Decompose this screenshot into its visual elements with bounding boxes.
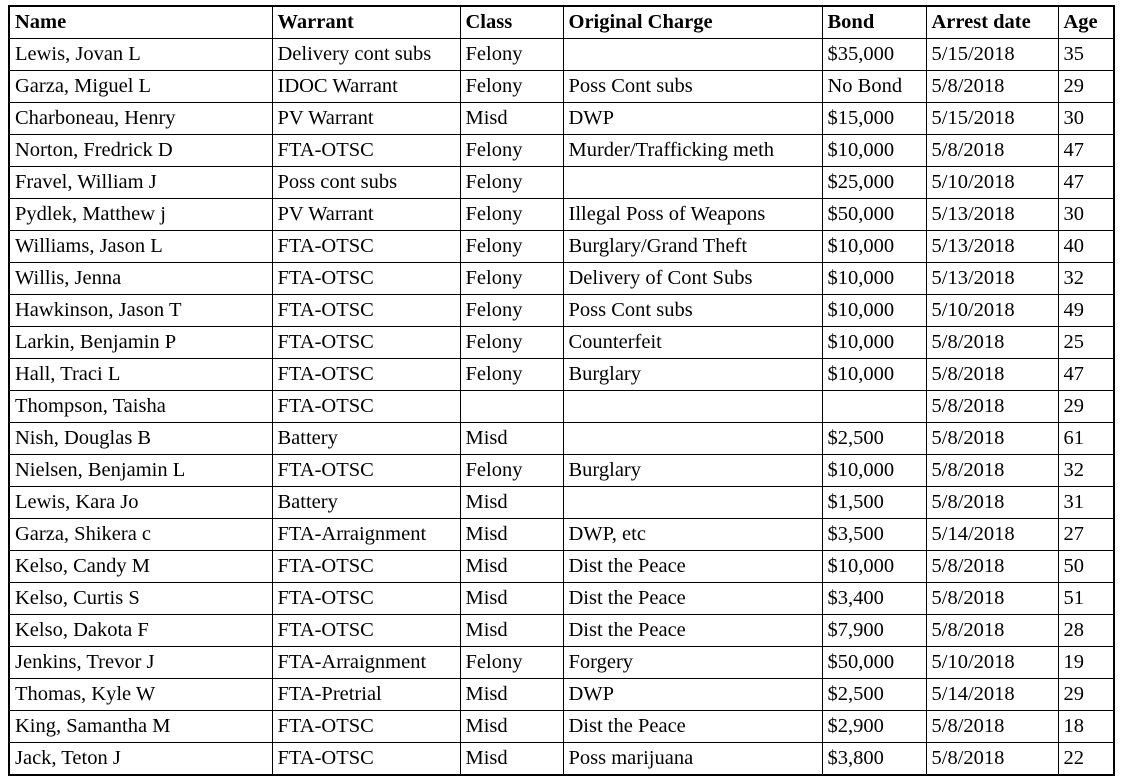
cell-name: Larkin, Benjamin P	[9, 327, 272, 359]
warrant-arrest-table	[8, 5, 1115, 776]
cell-bond: $10,000	[822, 551, 926, 583]
cell-class: Felony	[460, 455, 563, 487]
column-header-date: Arrest date	[926, 6, 1058, 39]
cell-warrant: FTA-OTSC	[272, 359, 460, 391]
cell-charge: Dist the Peace	[563, 711, 822, 743]
cell-bond: $25,000	[822, 167, 926, 199]
warrant-table-container	[8, 5, 1113, 776]
table-row[interactable]	[9, 519, 1114, 551]
cell-name: Lewis, Kara Jo	[9, 487, 272, 519]
cell-age: 47	[1058, 167, 1114, 199]
cell-class: Misd	[460, 103, 563, 135]
cell-warrant: Battery	[272, 423, 460, 455]
cell-name: Thompson, Taisha	[9, 391, 272, 423]
cell-bond: $2,900	[822, 711, 926, 743]
cell-name: Lewis, Jovan L	[9, 39, 272, 71]
table-row[interactable]	[9, 583, 1114, 615]
cell-name: King, Samantha M	[9, 711, 272, 743]
cell-date: 5/8/2018	[926, 455, 1058, 487]
table-header	[9, 6, 1114, 39]
cell-charge: Poss marijuana	[563, 743, 822, 776]
cell-name: Garza, Shikera c	[9, 519, 272, 551]
cell-bond: $35,000	[822, 39, 926, 71]
cell-class: Felony	[460, 231, 563, 263]
table-row[interactable]	[9, 71, 1114, 103]
cell-warrant: FTA-OTSC	[272, 743, 460, 776]
table-row[interactable]	[9, 391, 1114, 423]
cell-bond: $10,000	[822, 327, 926, 359]
cell-bond: $2,500	[822, 423, 926, 455]
table-header-row	[9, 6, 1114, 39]
cell-warrant: Delivery cont subs	[272, 39, 460, 71]
cell-charge: Poss Cont subs	[563, 71, 822, 103]
table-body	[9, 39, 1114, 776]
table-row[interactable]	[9, 679, 1114, 711]
cell-date: 5/13/2018	[926, 231, 1058, 263]
cell-date: 5/15/2018	[926, 103, 1058, 135]
table-row[interactable]	[9, 263, 1114, 295]
column-header-class: Class	[460, 6, 563, 39]
cell-age: 29	[1058, 71, 1114, 103]
cell-bond: $10,000	[822, 231, 926, 263]
cell-bond	[822, 391, 926, 423]
table-row[interactable]	[9, 615, 1114, 647]
cell-date: 5/10/2018	[926, 647, 1058, 679]
cell-charge	[563, 39, 822, 71]
cell-date: 5/8/2018	[926, 391, 1058, 423]
cell-charge: DWP	[563, 103, 822, 135]
cell-date: 5/8/2018	[926, 487, 1058, 519]
column-header-charge: Original Charge	[563, 6, 822, 39]
cell-warrant: Poss cont subs	[272, 167, 460, 199]
cell-date: 5/8/2018	[926, 327, 1058, 359]
cell-bond: $2,500	[822, 679, 926, 711]
cell-name: Kelso, Curtis S	[9, 583, 272, 615]
cell-class: Felony	[460, 71, 563, 103]
cell-age: 40	[1058, 231, 1114, 263]
cell-age: 29	[1058, 679, 1114, 711]
cell-charge: Counterfeit	[563, 327, 822, 359]
cell-date: 5/8/2018	[926, 423, 1058, 455]
cell-warrant: FTA-Pretrial	[272, 679, 460, 711]
cell-warrant: FTA-OTSC	[272, 263, 460, 295]
cell-age: 27	[1058, 519, 1114, 551]
cell-age: 30	[1058, 199, 1114, 231]
cell-date: 5/8/2018	[926, 711, 1058, 743]
cell-date: 5/13/2018	[926, 263, 1058, 295]
cell-date: 5/8/2018	[926, 359, 1058, 391]
cell-date: 5/15/2018	[926, 39, 1058, 71]
cell-warrant: FTA-Arraignment	[272, 519, 460, 551]
table-row[interactable]	[9, 199, 1114, 231]
cell-age: 25	[1058, 327, 1114, 359]
table-row[interactable]	[9, 135, 1114, 167]
cell-class: Misd	[460, 711, 563, 743]
cell-bond: $50,000	[822, 199, 926, 231]
cell-age: 50	[1058, 551, 1114, 583]
cell-name: Norton, Fredrick D	[9, 135, 272, 167]
cell-name: Kelso, Dakota F	[9, 615, 272, 647]
cell-name: Garza, Miguel L	[9, 71, 272, 103]
cell-charge: Poss Cont subs	[563, 295, 822, 327]
cell-date: 5/8/2018	[926, 583, 1058, 615]
cell-age: 49	[1058, 295, 1114, 327]
cell-charge	[563, 391, 822, 423]
cell-age: 35	[1058, 39, 1114, 71]
cell-date: 5/8/2018	[926, 743, 1058, 776]
cell-bond: $10,000	[822, 359, 926, 391]
table-row[interactable]	[9, 551, 1114, 583]
cell-age: 47	[1058, 359, 1114, 391]
cell-charge: Dist the Peace	[563, 551, 822, 583]
cell-age: 47	[1058, 135, 1114, 167]
cell-date: 5/8/2018	[926, 71, 1058, 103]
cell-warrant: FTA-OTSC	[272, 327, 460, 359]
cell-bond: $3,400	[822, 583, 926, 615]
cell-warrant: FTA-OTSC	[272, 551, 460, 583]
cell-class: Felony	[460, 295, 563, 327]
cell-name: Thomas, Kyle W	[9, 679, 272, 711]
cell-warrant: FTA-OTSC	[272, 455, 460, 487]
cell-charge: Illegal Poss of Weapons	[563, 199, 822, 231]
cell-charge	[563, 423, 822, 455]
cell-class: Felony	[460, 199, 563, 231]
cell-name: Fravel, William J	[9, 167, 272, 199]
cell-charge: Delivery of Cont Subs	[563, 263, 822, 295]
cell-bond: $10,000	[822, 455, 926, 487]
cell-charge: Dist the Peace	[563, 615, 822, 647]
cell-warrant: FTA-OTSC	[272, 391, 460, 423]
cell-date: 5/8/2018	[926, 615, 1058, 647]
cell-class: Misd	[460, 583, 563, 615]
cell-class: Misd	[460, 551, 563, 583]
cell-warrant: FTA-OTSC	[272, 615, 460, 647]
cell-warrant: FTA-OTSC	[272, 135, 460, 167]
cell-class: Felony	[460, 135, 563, 167]
cell-class: Felony	[460, 39, 563, 71]
cell-age: 19	[1058, 647, 1114, 679]
cell-bond: $3,500	[822, 519, 926, 551]
cell-bond: No Bond	[822, 71, 926, 103]
cell-warrant: PV Warrant	[272, 199, 460, 231]
column-header-name: Name	[9, 6, 272, 39]
cell-warrant: Battery	[272, 487, 460, 519]
cell-charge: DWP	[563, 679, 822, 711]
cell-warrant: FTA-OTSC	[272, 583, 460, 615]
cell-age: 31	[1058, 487, 1114, 519]
cell-class: Misd	[460, 679, 563, 711]
cell-age: 29	[1058, 391, 1114, 423]
cell-class: Misd	[460, 615, 563, 647]
table-row[interactable]	[9, 647, 1114, 679]
column-header-age: Age	[1058, 6, 1114, 39]
cell-name: Hawkinson, Jason T	[9, 295, 272, 327]
cell-class: Felony	[460, 359, 563, 391]
cell-age: 30	[1058, 103, 1114, 135]
table-row[interactable]	[9, 167, 1114, 199]
cell-name: Willis, Jenna	[9, 263, 272, 295]
cell-age: 18	[1058, 711, 1114, 743]
cell-class: Felony	[460, 167, 563, 199]
table-row[interactable]	[9, 103, 1114, 135]
cell-name: Kelso, Candy M	[9, 551, 272, 583]
cell-class	[460, 391, 563, 423]
cell-name: Nish, Douglas B	[9, 423, 272, 455]
cell-name: Williams, Jason L	[9, 231, 272, 263]
cell-warrant: FTA-OTSC	[272, 295, 460, 327]
table-row[interactable]	[9, 231, 1114, 263]
cell-name: Nielsen, Benjamin L	[9, 455, 272, 487]
cell-charge	[563, 167, 822, 199]
table-row[interactable]	[9, 711, 1114, 743]
cell-date: 5/13/2018	[926, 199, 1058, 231]
table-row[interactable]	[9, 295, 1114, 327]
cell-class: Felony	[460, 263, 563, 295]
cell-bond: $10,000	[822, 295, 926, 327]
table-row[interactable]	[9, 743, 1114, 776]
column-header-warrant: Warrant	[272, 6, 460, 39]
cell-bond: $15,000	[822, 103, 926, 135]
table-row[interactable]	[9, 359, 1114, 391]
column-header-bond: Bond	[822, 6, 926, 39]
cell-name: Jack, Teton J	[9, 743, 272, 776]
cell-name: Jenkins, Trevor J	[9, 647, 272, 679]
cell-name: Charboneau, Henry	[9, 103, 272, 135]
cell-class: Misd	[460, 423, 563, 455]
cell-date: 5/10/2018	[926, 295, 1058, 327]
table-row[interactable]	[9, 423, 1114, 455]
cell-age: 32	[1058, 263, 1114, 295]
cell-date: 5/14/2018	[926, 679, 1058, 711]
cell-name: Pydlek, Matthew j	[9, 199, 272, 231]
cell-charge: Murder/Trafficking meth	[563, 135, 822, 167]
cell-warrant: FTA-Arraignment	[272, 647, 460, 679]
cell-bond: $3,800	[822, 743, 926, 776]
cell-date: 5/10/2018	[926, 167, 1058, 199]
cell-bond: $10,000	[822, 263, 926, 295]
table-row[interactable]	[9, 455, 1114, 487]
cell-charge: Forgery	[563, 647, 822, 679]
cell-bond: $1,500	[822, 487, 926, 519]
cell-age: 51	[1058, 583, 1114, 615]
cell-charge: Burglary	[563, 455, 822, 487]
cell-class: Misd	[460, 487, 563, 519]
cell-age: 32	[1058, 455, 1114, 487]
cell-age: 28	[1058, 615, 1114, 647]
cell-bond: $7,900	[822, 615, 926, 647]
table-row[interactable]	[9, 487, 1114, 519]
cell-charge: DWP, etc	[563, 519, 822, 551]
cell-bond: $10,000	[822, 135, 926, 167]
cell-bond: $50,000	[822, 647, 926, 679]
cell-charge: Dist the Peace	[563, 583, 822, 615]
cell-class: Felony	[460, 647, 563, 679]
cell-date: 5/8/2018	[926, 135, 1058, 167]
cell-warrant: PV Warrant	[272, 103, 460, 135]
cell-class: Felony	[460, 327, 563, 359]
cell-age: 22	[1058, 743, 1114, 776]
table-row[interactable]	[9, 327, 1114, 359]
cell-charge	[563, 487, 822, 519]
cell-age: 61	[1058, 423, 1114, 455]
cell-date: 5/8/2018	[926, 551, 1058, 583]
cell-warrant: IDOC Warrant	[272, 71, 460, 103]
cell-class: Misd	[460, 743, 563, 776]
cell-class: Misd	[460, 519, 563, 551]
cell-warrant: FTA-OTSC	[272, 711, 460, 743]
cell-charge: Burglary/Grand Theft	[563, 231, 822, 263]
table-row[interactable]	[9, 39, 1114, 71]
cell-name: Hall, Traci L	[9, 359, 272, 391]
cell-warrant: FTA-OTSC	[272, 231, 460, 263]
cell-date: 5/14/2018	[926, 519, 1058, 551]
cell-charge: Burglary	[563, 359, 822, 391]
